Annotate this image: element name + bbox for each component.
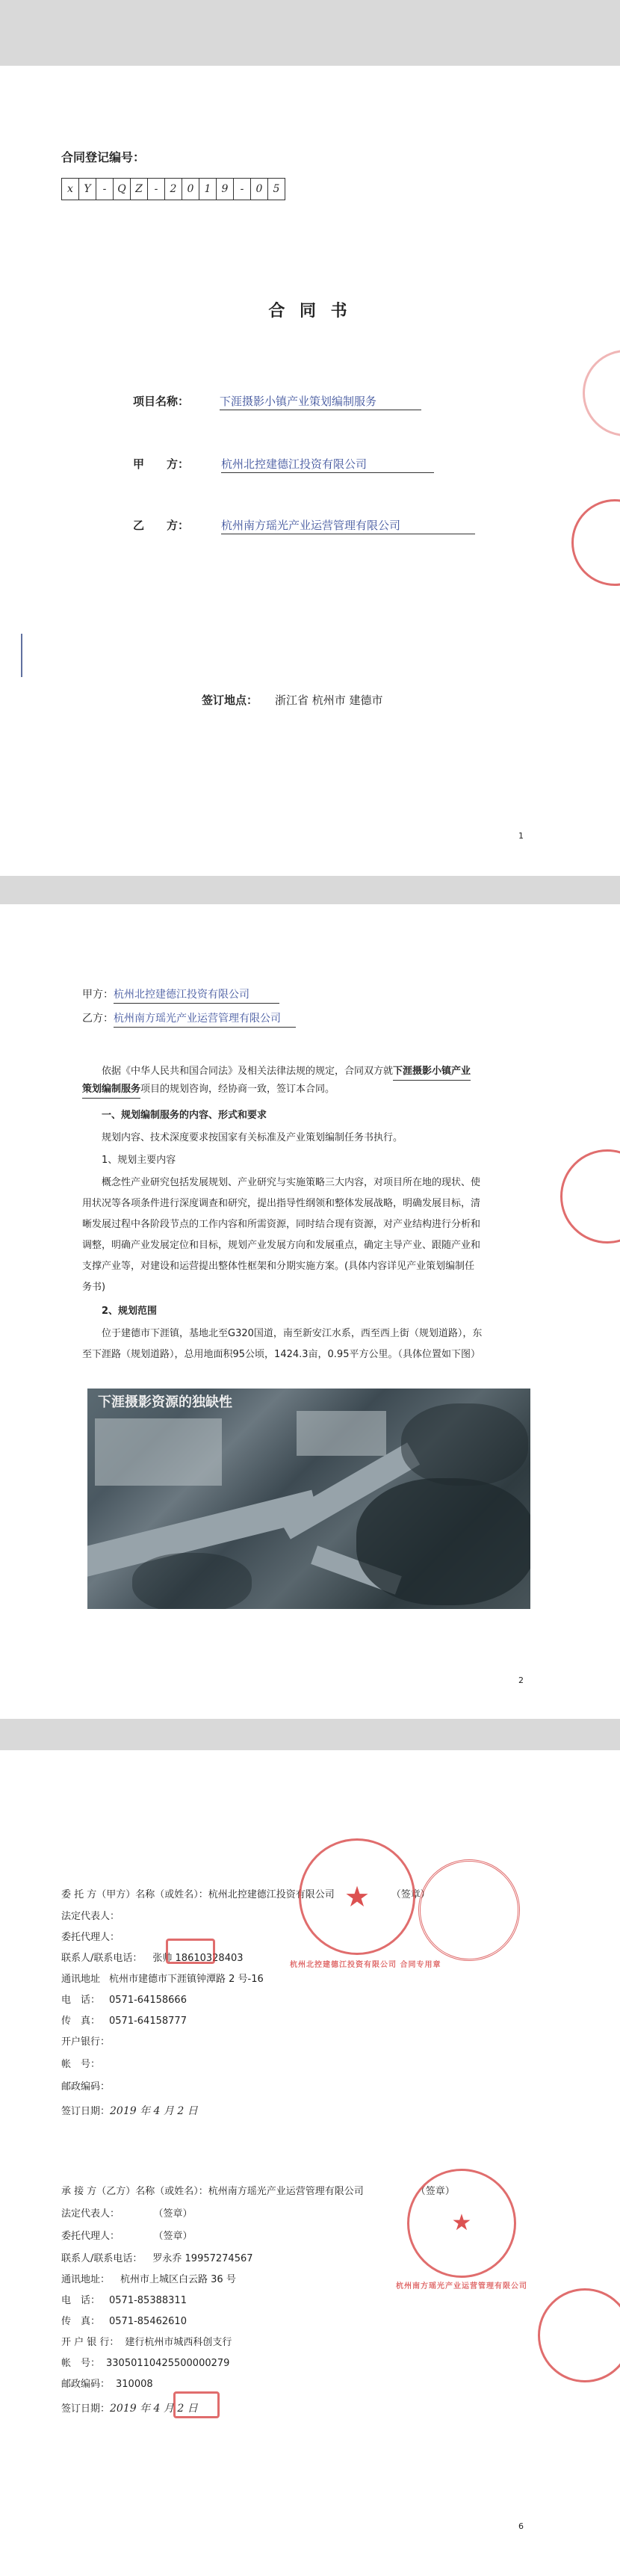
- sign-place-value: 浙江省 杭州市 建德市: [275, 694, 383, 707]
- stamp-star-icon: ★: [451, 2210, 472, 2236]
- contract-number-char: 2: [165, 178, 182, 200]
- a-account-label: 帐 号：: [61, 2059, 101, 2070]
- p2-party-b: [82, 1010, 296, 1028]
- party-a-value: [221, 456, 434, 473]
- scan-mark: [21, 634, 22, 677]
- intro-text-1: 依据《中华人民共和国合同法》及相关法律法规的规定，合同双方就: [102, 1066, 394, 1077]
- project-name-value: [220, 393, 421, 410]
- sub-2-line: 至下涯路（规划道路），总用地面积95公顷，1424.3亩，0.95平方公里。（具体位置如下图）: [82, 1349, 480, 1360]
- intro-bold-2: 策划编制服务: [82, 1081, 140, 1099]
- intro-line-2: [82, 1081, 335, 1099]
- b-client-line: [61, 2184, 455, 2200]
- sign-place-label: 签订地点：: [202, 694, 258, 707]
- party-b-text: 杭州南方瑶光产业运营管理有限公司: [221, 517, 475, 534]
- map-hill: [401, 1403, 528, 1486]
- sub-1-line: 务书): [82, 1282, 106, 1293]
- contract-number-char: Z: [131, 178, 148, 200]
- a-phone-label: 电 话：: [61, 1995, 101, 2006]
- sub-1-line: 支撑产业等，对建设和运营提出整体性框架和分期实施方案。(具体内容详见产业策划编制任: [82, 1261, 475, 1272]
- p2-party-a-value: 杭州北控建德江投资有限公司: [114, 986, 279, 1004]
- map-title: 下涯摄影资源的独缺性: [98, 1394, 232, 1410]
- b-agent: 委托代理人：: [61, 2231, 120, 2242]
- b-phone-label: 电 话：: [61, 2295, 101, 2306]
- party-a-stamp-text: 杭州北控建德江投资有限公司 合同专用章: [290, 1961, 441, 1969]
- a-contact-line: [61, 1950, 244, 1967]
- b-date-value: 2019 年 4 月 2 日: [110, 2403, 198, 2415]
- b-bank-line: [61, 2335, 232, 2351]
- edge-stamp: [583, 350, 620, 436]
- b-address-value: 杭州市上城区白云路 36 号: [120, 2274, 236, 2285]
- b-account-label: 帐 号：: [61, 2358, 101, 2369]
- a-fax-label: 传 真：: [61, 2016, 101, 2027]
- b-contact-value: 罗永乔 19957274567: [152, 2253, 253, 2264]
- sub-1-line: 概念性产业研究包括发展规划、产业研究与实施策略三大内容，对项目所在地的现状、使: [102, 1177, 481, 1188]
- b-legal-seal: （签章）: [158, 2208, 193, 2220]
- a-bank-label: 开户银行：: [61, 2036, 111, 2048]
- a-client-label: 委 托 方（甲方）名称（或姓名）：: [61, 1889, 208, 1900]
- b-agent-line: [61, 2228, 193, 2245]
- a-phone-value: 0571-64158666: [109, 1995, 187, 2006]
- a-phone-line: [61, 1992, 187, 2009]
- contract-number-char: 1: [199, 178, 217, 200]
- contract-cover-page: [0, 66, 620, 876]
- b-contact-label: 联系人/联系电话：: [61, 2253, 143, 2264]
- contract-number-char: x: [61, 178, 79, 200]
- a-address-line: [61, 1971, 264, 1988]
- page-number: 2: [518, 1675, 524, 1685]
- b-client-label: 承 接 方（乙方）名称（或姓名）：: [61, 2186, 208, 2197]
- contract-number-char: 9: [217, 178, 234, 200]
- contract-number-char: 0: [182, 178, 199, 200]
- party-a-corner-stamp: [418, 1859, 520, 1961]
- page-number: 6: [518, 2521, 524, 2531]
- party-b-value: [221, 517, 475, 534]
- contract-number-char: Q: [114, 178, 131, 200]
- b-phone-line: [61, 2293, 187, 2309]
- b-bank-label: 开 户 银 行：: [61, 2337, 120, 2348]
- project-name-text: 下涯摄影小镇产业策划编制服务: [220, 393, 421, 410]
- b-date-label: 签订日期：: [61, 2403, 111, 2415]
- contract-number-label: 合同登记编号：: [61, 150, 146, 164]
- b-postcode-line: [61, 2376, 153, 2393]
- contract-number-char: -: [96, 178, 114, 200]
- contract-number-char: 5: [268, 178, 285, 200]
- edge-stamp: [560, 1149, 620, 1244]
- b-address-label: 通讯地址：: [61, 2274, 111, 2285]
- b-address-line: [61, 2272, 236, 2288]
- party-b-label: 乙 方：: [133, 519, 190, 532]
- party-a-label: 甲 方：: [133, 457, 190, 471]
- a-address-value: 杭州市建德市下涯镇钟潭路 2 号-16: [109, 1974, 264, 1985]
- party-a-contract-stamp: [299, 1838, 415, 1955]
- map-town-area: [95, 1418, 222, 1486]
- party-b-stamp-text: 杭州南方瑶光产业运营管理有限公司: [396, 2282, 527, 2291]
- page-separator: [0, 876, 620, 904]
- stamp-star-icon: ★: [344, 1880, 371, 1913]
- a-fax-value: 0571-64158777: [109, 2016, 187, 2027]
- a-date-label: 签订日期：: [61, 2106, 111, 2117]
- contract-number-char: Y: [79, 178, 96, 200]
- sub-heading-1: 1、规划主要内容: [102, 1155, 176, 1166]
- b-contact-line: [61, 2251, 253, 2267]
- sub-1-line: 调整，明确产业发展定位和目标，规划产业发展方向和发展重点，确定主导产业、跟随产业和: [82, 1240, 481, 1251]
- map-hill: [132, 1553, 252, 1609]
- contract-number-char: -: [234, 178, 251, 200]
- sub-heading-2: 2、规划范围: [102, 1306, 158, 1317]
- p2-party-a: [82, 986, 279, 1004]
- page-separator: [0, 0, 620, 66]
- b-account-value: 33050110425500000279: [106, 2358, 230, 2369]
- intro-bold-1: 下涯摄影小镇产业: [393, 1063, 471, 1081]
- b-fax-label: 传 真：: [61, 2316, 101, 2327]
- party-a-small-stamp: [166, 1939, 215, 1964]
- page-separator: [0, 1719, 620, 1750]
- contract-number-char: 0: [251, 178, 268, 200]
- a-date-value: 2019 年 4 月 2 日: [110, 2105, 198, 2117]
- project-name-label: 项目名称：: [133, 395, 190, 408]
- document-title: 合 同 书: [268, 302, 352, 321]
- section-1-body: 规划内容、技术深度要求按国家有关标准及产业策划编制任务书执行。: [102, 1132, 403, 1143]
- a-fax-line: [61, 2013, 187, 2030]
- intro-line-1: [102, 1063, 471, 1081]
- b-postcode-label: 邮政编码：: [61, 2379, 111, 2390]
- section-1-heading: 一、规划编制服务的内容、形式和要求: [102, 1110, 267, 1121]
- map-hill: [356, 1478, 530, 1605]
- map-town-area: [297, 1411, 386, 1456]
- b-fax-value: 0571-85462610: [109, 2316, 187, 2327]
- party-b-contract-stamp: [407, 2169, 516, 2278]
- a-contact-value: 张帅 18610328403: [152, 1953, 244, 1964]
- sub-2-line: 位于建德市下涯镇，基地北至G320国道，南至新安江水系，西至西上街（规划道路），东: [102, 1328, 483, 1339]
- contract-number-char: -: [148, 178, 165, 200]
- a-contact-label: 联系人/联系电话：: [61, 1953, 143, 1964]
- sub-1-line: 用状况等各项条件进行深度调查和研究，提出指导性纲领和整体发展战略，明确发展目标，清: [82, 1198, 481, 1209]
- p2-party-a-label: 甲方：: [82, 989, 114, 1001]
- a-date-line: [61, 2103, 198, 2120]
- a-client-value: 杭州北控建德江投资有限公司: [208, 1889, 335, 1900]
- b-client-value: 杭州南方瑶光产业运营管理有限公司: [208, 2186, 364, 2197]
- edge-stamp: [571, 499, 620, 586]
- b-legal-line: [61, 2206, 193, 2223]
- b-agent-seal: （签章）: [158, 2231, 193, 2242]
- b-postcode-value: 310008: [116, 2379, 153, 2390]
- a-agent: 委托代理人：: [61, 1932, 120, 1943]
- a-postcode-label: 邮政编码：: [61, 2081, 111, 2092]
- sub-1-line: 晰发展过程中各阶段节点的工作内容和所需资源，同时结合现有资源，对产业结构进行分析和: [82, 1219, 481, 1230]
- b-fax-line: [61, 2314, 187, 2330]
- a-address-label: 通讯地址: [61, 1974, 101, 1985]
- b-phone-value: 0571-85388311: [109, 2295, 187, 2306]
- page-number: 1: [518, 831, 524, 841]
- contract-signature-page: [0, 1750, 620, 2576]
- intro-text-2: 项目的规划咨询，经协商一致，签订本合同。: [140, 1084, 335, 1095]
- a-seal-label: （签章）: [391, 1889, 430, 1900]
- party-b-small-stamp: [173, 2391, 220, 2418]
- contract-number-boxes: [61, 178, 285, 199]
- b-account-line: [61, 2356, 229, 2372]
- site-satellite-map: [87, 1389, 530, 1609]
- a-legal-rep: 法定代表人：: [61, 1911, 120, 1922]
- b-legal-rep: 法定代表人：: [61, 2208, 120, 2220]
- p2-party-b-label: 乙方：: [82, 1013, 114, 1025]
- party-a-text: 杭州北控建德江投资有限公司: [221, 456, 434, 473]
- b-bank-value: 建行杭州市城西科创支行: [125, 2337, 232, 2348]
- party-b-edge-stamp: [538, 2288, 620, 2382]
- b-seal-label: （签章）: [415, 2186, 455, 2197]
- p2-party-b-value: 杭州南方瑶光产业运营管理有限公司: [114, 1010, 296, 1028]
